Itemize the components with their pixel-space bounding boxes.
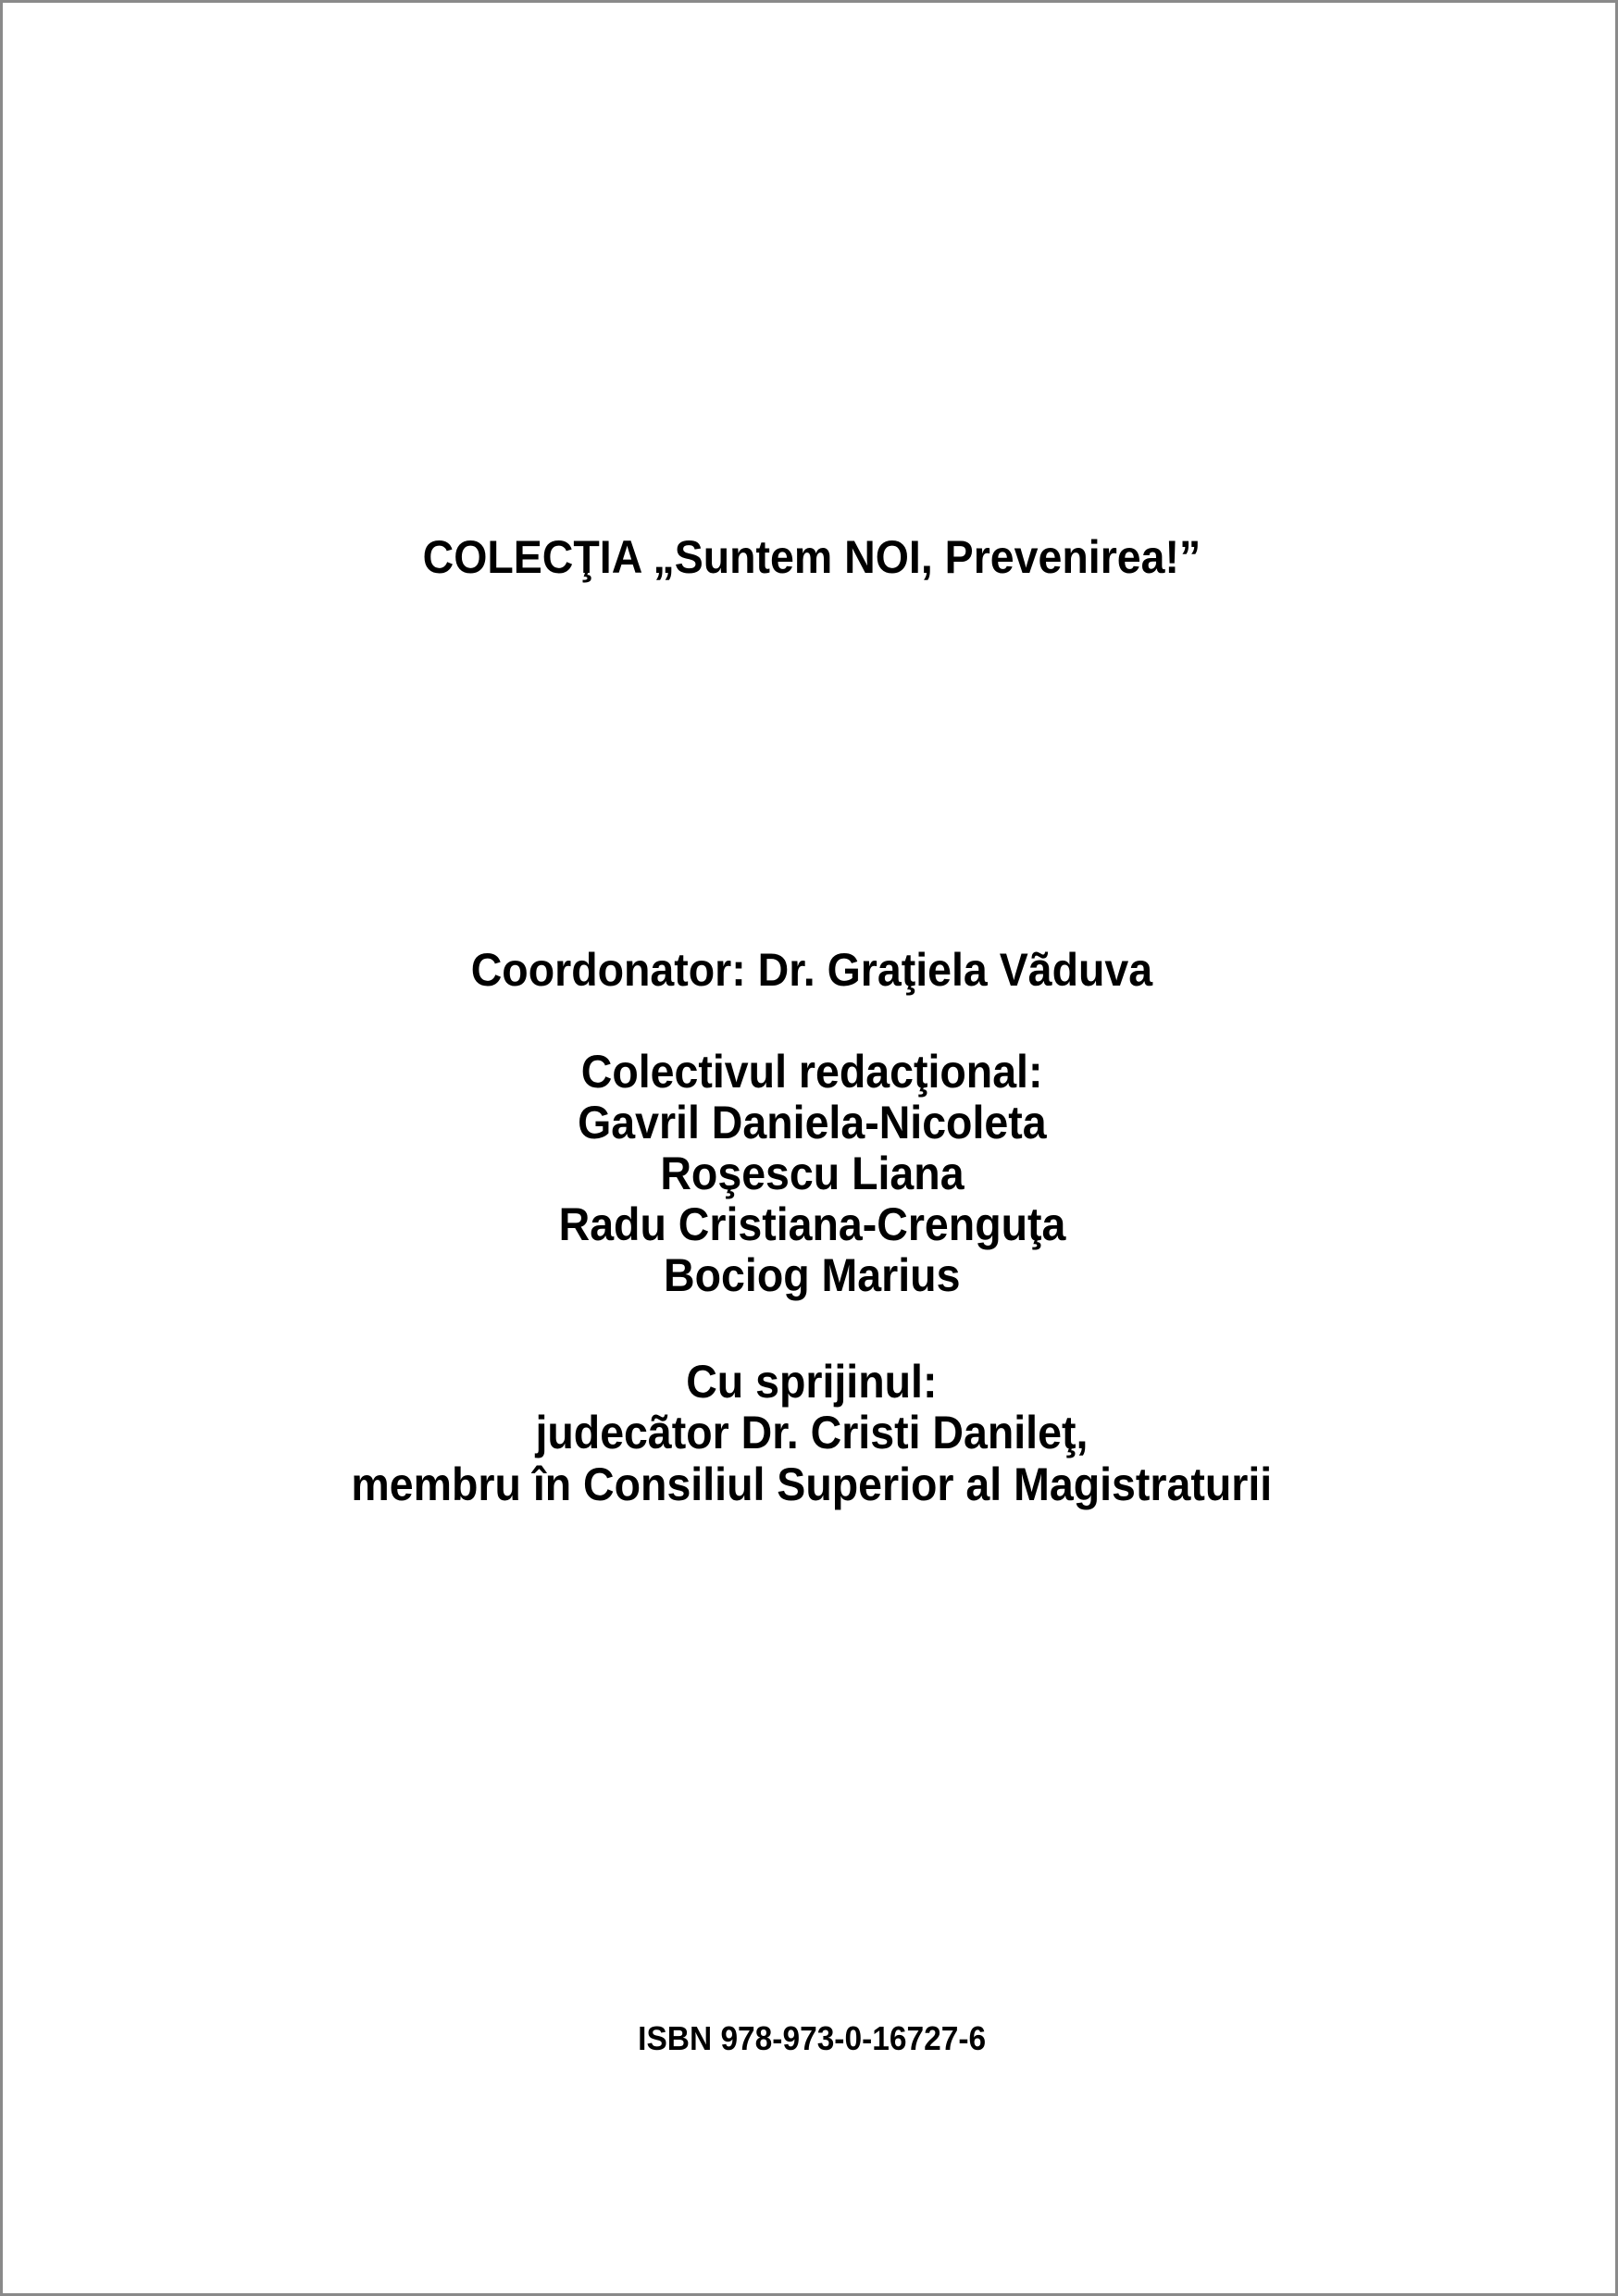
support-heading-text: Cu sprijinul:	[686, 1356, 938, 1408]
collection-title	[3, 532, 1618, 583]
editorial-team-member	[3, 1199, 1618, 1250]
support-heading	[3, 1357, 1618, 1408]
editorial-team-member	[3, 1250, 1618, 1301]
support-line-text: judecãtor Dr. Cristi Danileţ,	[535, 1407, 1089, 1458]
member-name: Gavril Daniela-Nicoleta	[577, 1097, 1047, 1148]
support-line-text: membru în Consiliul Superior al Magistraturii	[351, 1458, 1273, 1510]
isbn-line	[3, 2020, 1618, 2057]
member-name: Bociog Marius	[663, 1249, 961, 1301]
member-name: Roşescu Liana	[659, 1148, 965, 1199]
editorial-team-heading-text: Colectivul redacţional:	[580, 1046, 1043, 1098]
member-name: Radu Cristiana-Crenguţa	[558, 1198, 1065, 1250]
support-line	[3, 1408, 1618, 1458]
coordinator-text: Coordonator: Dr. Graţiela Vãduva	[470, 944, 1153, 996]
collection-title-text: COLECŢIA „Suntem NOI, Prevenirea!”	[422, 531, 1201, 583]
support-line	[3, 1459, 1618, 1510]
editorial-team-member	[3, 1098, 1618, 1148]
editorial-team-heading	[3, 1047, 1618, 1098]
editorial-team-member	[3, 1148, 1618, 1199]
coordinator-line	[3, 945, 1618, 996]
isbn-text: ISBN 978-973-0-16727-6	[638, 2019, 986, 2057]
